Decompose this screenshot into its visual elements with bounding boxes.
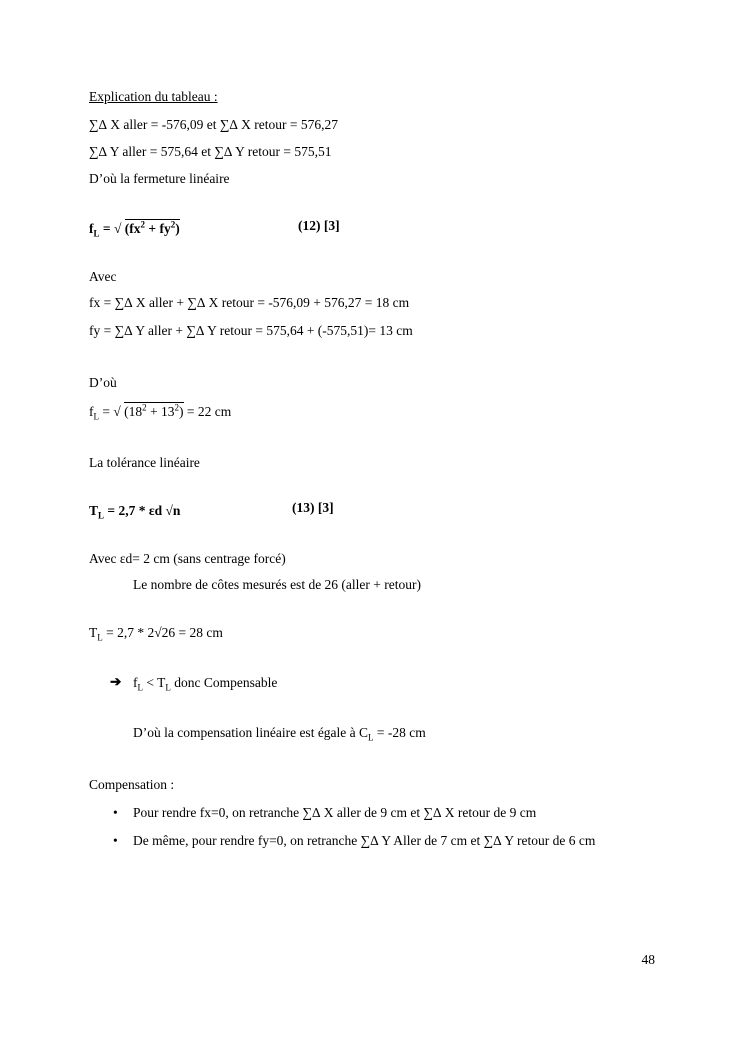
measured-sides-count: Le nombre de côtes mesurés est de 26 (aller + retour) (133, 577, 422, 592)
formula-tl-reference: (13) [3] (292, 500, 334, 515)
compensable-conclusion: $f_L < T_L$ donc Compensable (133, 675, 278, 693)
linear-compensation-value: D’où la compensation linéaire est égale à $C_L = -28$ cm (133, 725, 426, 743)
fl-calculation: $f_L$ = √ $(18^2 + 13^2) = 22$ cm (89, 402, 232, 422)
compensation-title: Compensation : (89, 777, 175, 792)
table-explanation-heading: Explication du tableau : (89, 89, 218, 104)
page-number: 48 (641, 952, 655, 967)
epsilon-definition: Avec εd= 2 cm (sans centrage forcé) (89, 551, 286, 566)
tl-calculation: $T_L = 2,7 * 2√26 = 28$ cm (89, 625, 223, 643)
tolerance-title: La tolérance linéaire (89, 455, 200, 470)
formula-tl: $T_L = 2,7 * \varepsilon d$ √n (89, 503, 181, 521)
bullet-icon: • (113, 805, 118, 820)
fx-equation: fx = ∑∆ X aller + ∑∆ X retour = -576,09 + 576,27 = 18 cm (89, 295, 410, 310)
sqrt-radicand: $(fx^2 + fy^2)$ (124, 219, 180, 236)
list-item: Pour rendre fx=0, on retranche ∑∆ X aller de 9 cm et ∑∆ X retour de 9 cm (133, 805, 537, 820)
formula-fl-reference: (12) [3] (298, 218, 340, 233)
fy-equation: fy = ∑∆ Y aller + ∑∆ Y retour = 575,64 + (-575,51)= 13 cm (89, 323, 413, 338)
sqrt-radicand: $(18^2 + 13^2)$ (124, 402, 184, 419)
sum-y-line: ∑∆ Y aller = 575,64 et ∑∆ Y retour = 575,51 (89, 144, 332, 159)
list-item: De même, pour rendre fy=0, on retranche ∑∆ Y Aller de 7 cm et ∑∆ Y retour de 6 cm (133, 833, 596, 848)
dou-label: D’où (89, 375, 117, 390)
bullet-icon: • (113, 833, 118, 848)
linear-closure-intro: D’où la fermeture linéaire (89, 171, 230, 186)
sum-x-line: ∑∆ X aller = -576,09 et ∑∆ X retour = 576,27 (89, 117, 338, 132)
avec-label: Avec (89, 269, 117, 284)
arrow-right-icon: ➔ (110, 674, 122, 689)
formula-fl: $f_L$ = √ $(fx^2 + fy^2)$ (89, 219, 180, 239)
